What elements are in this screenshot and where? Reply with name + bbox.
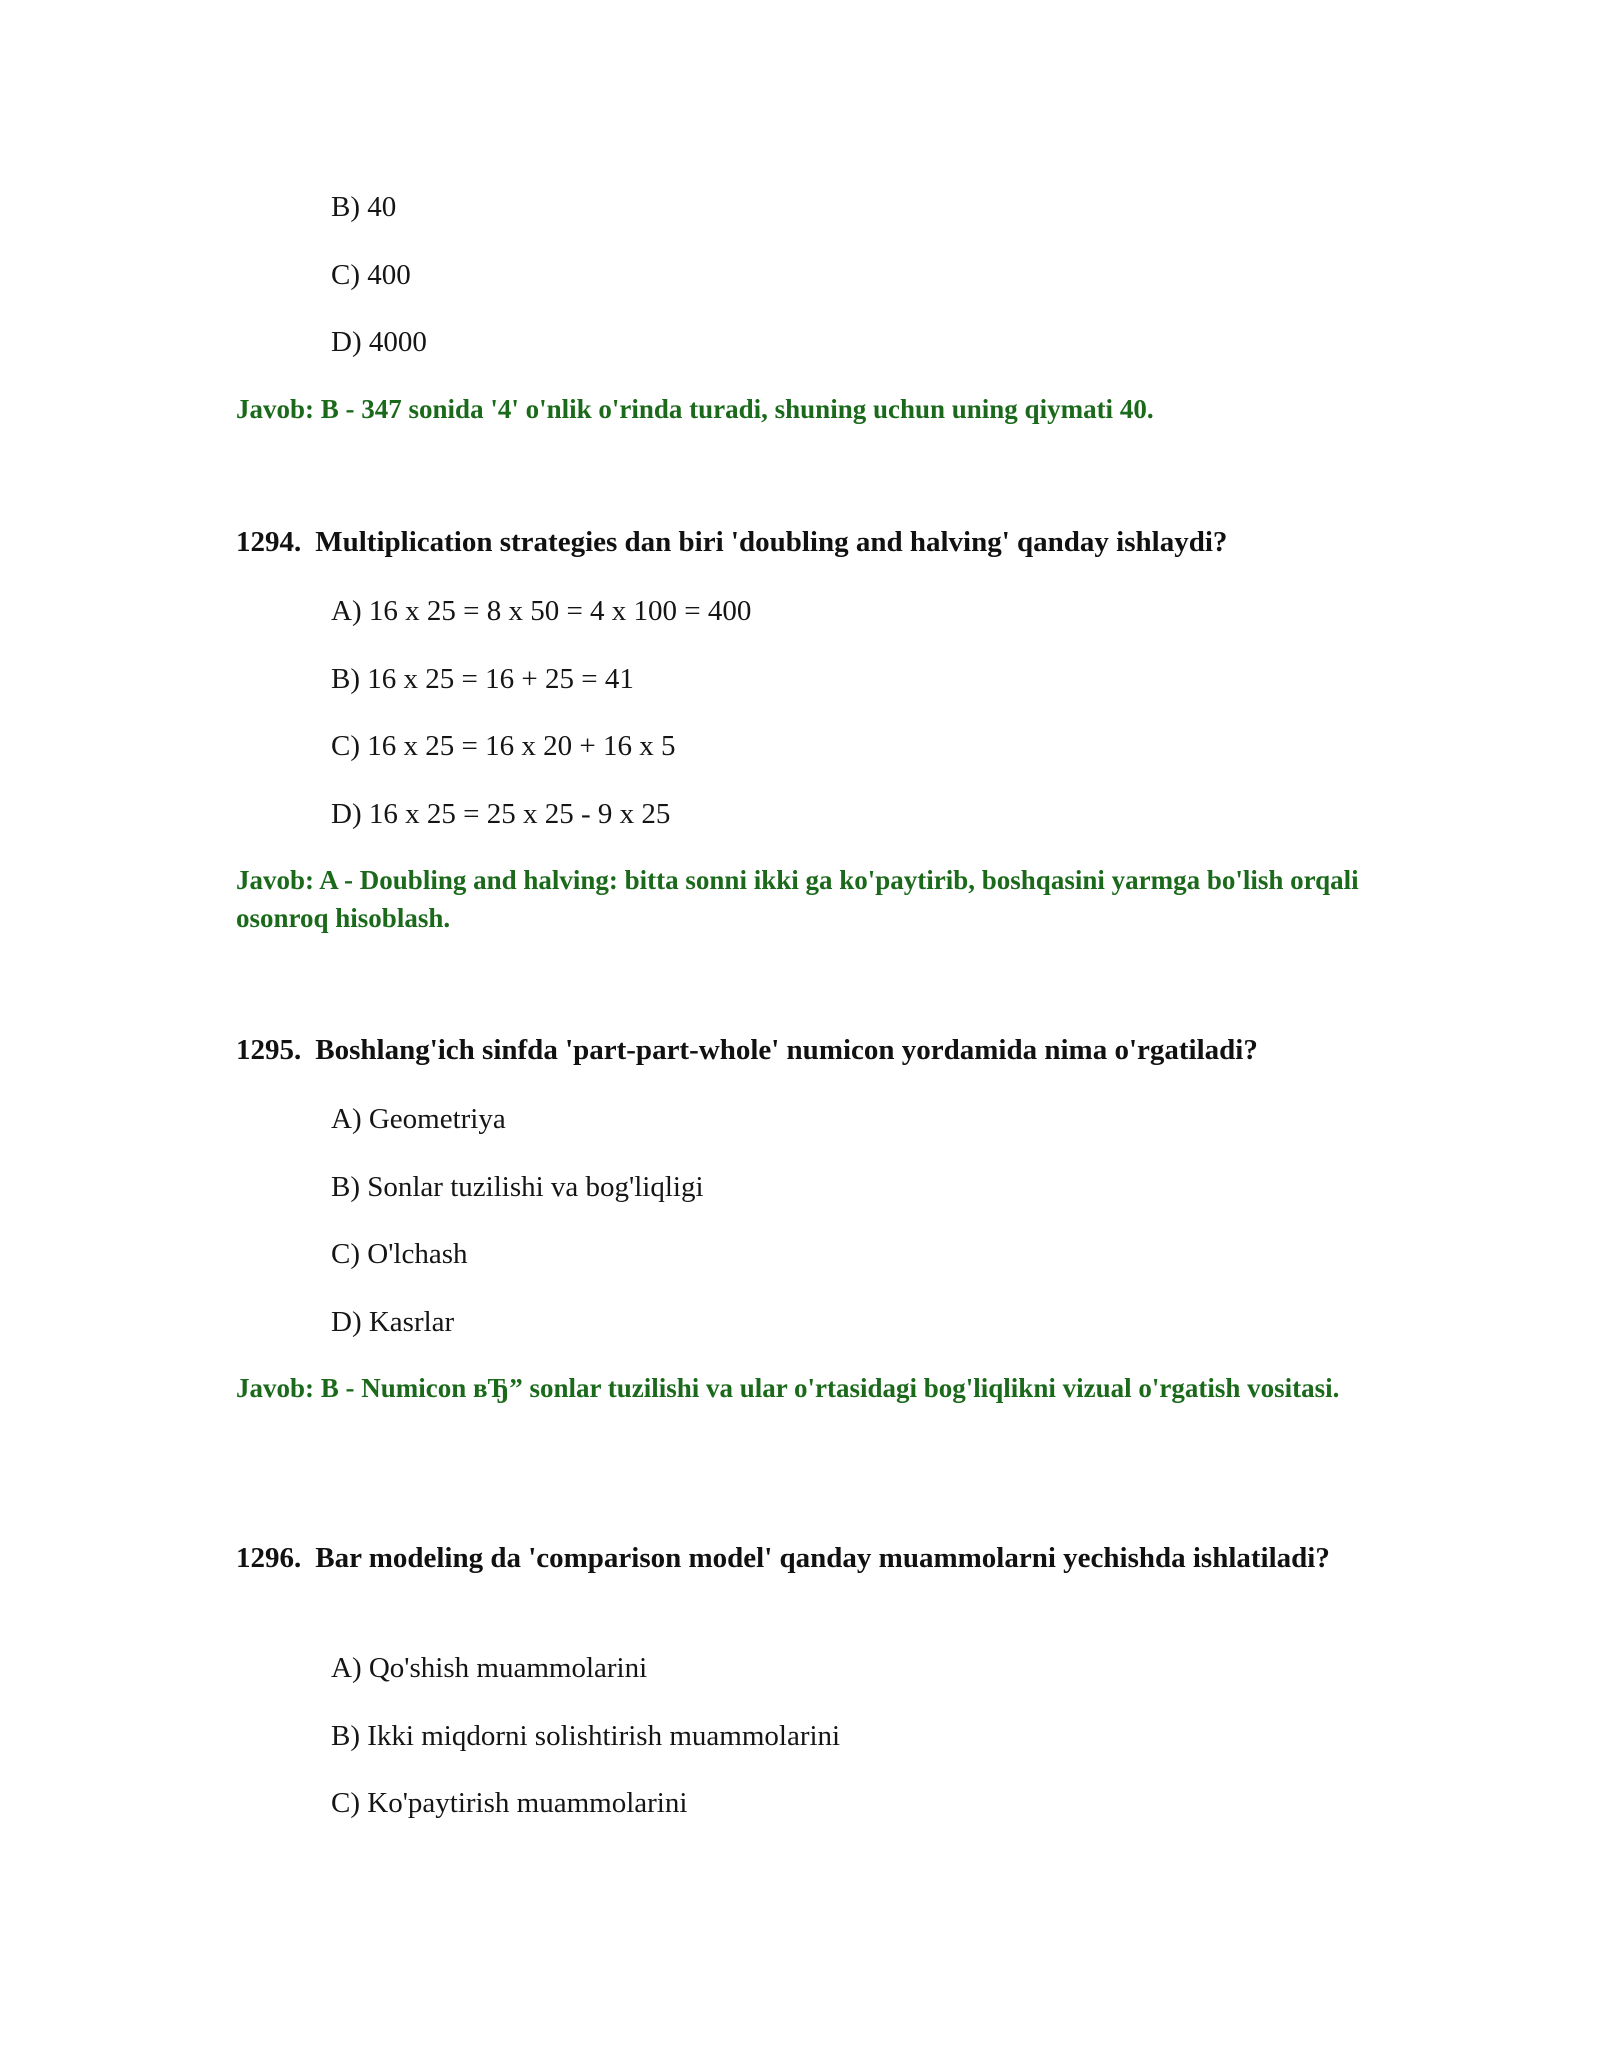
answer-letter: B — [320, 394, 339, 424]
option-d: D) Kasrlar — [331, 1306, 455, 1338]
option-c: C) 400 — [331, 259, 411, 291]
option-b: B) 40 — [331, 191, 397, 223]
answer-letter: B — [320, 1373, 339, 1403]
option-c: C) 16 x 25 = 16 x 20 + 16 x 5 — [331, 730, 676, 762]
answer-line — [236, 390, 1366, 428]
question-1296 — [236, 1538, 1366, 1579]
option-c: C) Ko'paytirish muammolarini — [331, 1787, 688, 1819]
option-b: B) Ikki miqdorni solishtirish muammolarini — [331, 1720, 841, 1752]
answer-letter: A — [319, 865, 338, 895]
question-text: Bar modeling da 'comparison model' qanday muammolarni yechishda ishlatiladi? — [315, 1542, 1330, 1574]
question-number: 1295. — [236, 1034, 302, 1066]
question-text: Multiplication strategies dan biri 'doubling and halving' qanday ishlaydi? — [315, 526, 1228, 558]
question-1294 — [236, 522, 1366, 563]
answer-explanation: Numicon вЂ” sonlar tuzilishi va ular o'rtasidagi bog'liqlikni vizual o'rgatish vositasi. — [361, 1373, 1340, 1403]
answer-dash: - — [344, 865, 354, 895]
option-c: C) O'lchash — [331, 1238, 468, 1270]
answer-line — [236, 861, 1366, 937]
answer-label: Javob: — [236, 1373, 315, 1403]
option-b: B) 16 x 25 = 16 + 25 = 41 — [331, 663, 634, 695]
question-1295 — [236, 1030, 1366, 1071]
answer-line — [236, 1369, 1366, 1407]
option-d: D) 4000 — [331, 326, 427, 358]
option-a: A) 16 x 25 = 8 x 50 = 4 x 100 = 400 — [331, 595, 752, 627]
answer-explanation: Doubling and halving: bitta sonni ikki ga ko'paytirib, boshqasini yarmga bo'lish orqali osonroq hisoblash. — [236, 865, 1359, 933]
question-text: Boshlang'ich sinfda 'part-part-whole' numicon yordamida nima o'rgatiladi? — [315, 1034, 1258, 1066]
answer-label: Javob: — [236, 394, 315, 424]
answer-label: Javob: — [236, 865, 315, 895]
option-d: D) 16 x 25 = 25 x 25 - 9 x 25 — [331, 798, 671, 830]
option-b: B) Sonlar tuzilishi va bog'liqligi — [331, 1171, 704, 1203]
answer-explanation: 347 sonida '4' o'nlik o'rinda turadi, shuning uchun uning qiymati 40. — [361, 394, 1154, 424]
question-number: 1296. — [236, 1542, 302, 1574]
option-a: A) Geometriya — [331, 1103, 506, 1135]
option-a: A) Qo'shish muammolarini — [331, 1652, 648, 1684]
question-number: 1294. — [236, 526, 302, 558]
answer-dash: - — [345, 1373, 355, 1403]
answer-dash: - — [345, 394, 355, 424]
